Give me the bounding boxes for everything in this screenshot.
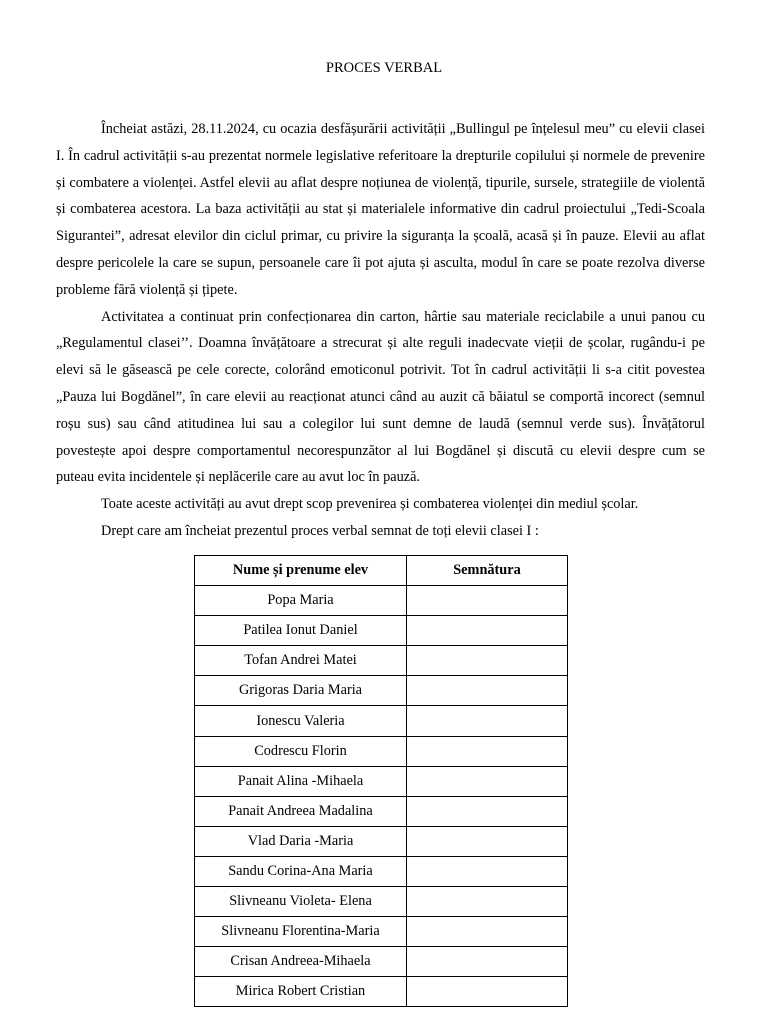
signature-cell (407, 917, 568, 947)
signature-cell (407, 616, 568, 646)
student-name: Sandu Corina-Ana Maria (195, 856, 407, 886)
table-row (195, 616, 568, 646)
student-name: Vlad Daria -Maria (195, 826, 407, 856)
student-name: Mirica Robert Cristian (195, 977, 407, 1007)
student-name: Panait Alina -Mihaela (195, 766, 407, 796)
paragraph: Activitatea a continuat prin confecționarea din carton, hârtie sau materiale reciclabile a unui panou cu „Regulamentul clasei’’. Doamna învățătoare a strecurat și alte reguli inadecvate vieții de școlar, rugându-i pe elevi să le găsească pe cele corecte, colorând emoticonul potrivit. Tot în cadrul activității li s-a citit povestea „Pauza lui Bogdănel”, în care elevii au reacționat atunci când au auzit că băiatul se comportă incorect (semnul roșu sus) sau când atitudinea lui sau a colegilor lui sunt demne de laudă (semnul verde sus). Învățătorul povestește apoi despre comportamentul necorespunzător al lui Bogdănel și discută cu elevii despre cum se puteau evita incidentele și neplăcerile care au avut loc în pauză. (56, 308, 705, 486)
table-row (195, 947, 568, 977)
table-row (195, 586, 568, 616)
table-row (195, 796, 568, 826)
signature-table (194, 555, 568, 1007)
table-row (195, 887, 568, 917)
signature-cell (407, 887, 568, 917)
signature-cell (407, 736, 568, 766)
student-name: Slivneanu Violeta- Elena (195, 887, 407, 917)
document-title: PROCES VERBAL (325, 60, 443, 76)
table-row (195, 977, 568, 1007)
paragraph: Toate aceste activități au avut drept scop prevenirea și combaterea violenței din mediul școlar. (101, 496, 639, 513)
signature-cell (407, 706, 568, 736)
student-name: Codrescu Florin (195, 736, 407, 766)
student-name: Tofan Andrei Matei (195, 646, 407, 676)
student-name: Ionescu Valeria (195, 706, 407, 736)
header-name: Nume și prenume elev (195, 556, 407, 586)
table-row (195, 766, 568, 796)
table-row (195, 917, 568, 947)
student-name: Crisan Andreea-Mihaela (195, 947, 407, 977)
student-name: Panait Andreea Madalina (195, 796, 407, 826)
table-header-row (195, 556, 568, 586)
header-signature: Semnătura (407, 556, 568, 586)
signature-cell (407, 826, 568, 856)
student-name: Patilea Ionut Daniel (195, 616, 407, 646)
table-row (195, 826, 568, 856)
table-row (195, 736, 568, 766)
student-name: Popa Maria (195, 586, 407, 616)
paragraph: Drept care am încheiat prezentul proces verbal semnat de toți elevii clasei I : (101, 522, 539, 539)
signature-cell (407, 676, 568, 706)
signature-cell (407, 856, 568, 886)
signature-cell (407, 646, 568, 676)
signature-cell (407, 796, 568, 826)
signature-cell (407, 766, 568, 796)
table-row (195, 706, 568, 736)
student-name: Grigoras Daria Maria (195, 676, 407, 706)
signature-cell (407, 947, 568, 977)
document-body (56, 116, 705, 545)
signature-cell (407, 977, 568, 1007)
table-row (195, 676, 568, 706)
student-name: Slivneanu Florentina-Maria (195, 917, 407, 947)
table-row (195, 856, 568, 886)
table-row (195, 646, 568, 676)
signature-cell (407, 586, 568, 616)
paragraph: Încheiat astăzi, 28.11.2024, cu ocazia desfășurării activității „Bullingul pe înțelesul meu” cu elevii clasei I. În cadrul activității s-au prezentat normele legislative referitoare la drepturile copilului și normele de prevenire și combatere a violenței. Astfel elevii au aflat despre noțiunea de violență, tipurile, sursele, strategiile de violentă și combaterea acestora. La baza activității au stat și materialele informative din cadrul proiectului „Tedi-Scoala Sigurantei”, adresat elevilor din ciclul primar, cu privire la siguranța la școală, acasă și în pauze. Elevii au aflat despre pericolele la care se supun, persoanele care îi pot ajuta și asculta, modul în care se poate rezolva diverse probleme fără violență și țipete. (56, 121, 705, 298)
